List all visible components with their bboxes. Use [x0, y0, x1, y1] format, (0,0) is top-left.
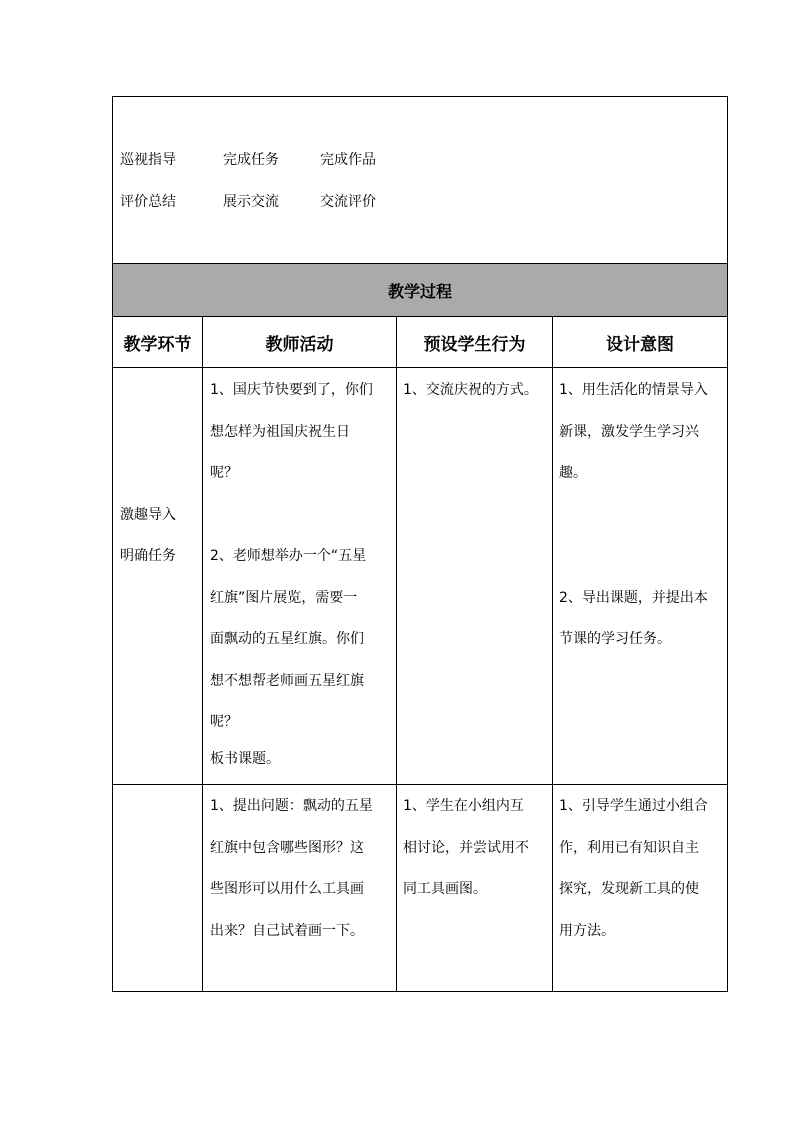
row1-stage-line: 激趣导入	[120, 507, 176, 523]
row1-teacher	[210, 370, 373, 778]
row1-intent-line: 2、导出课题，并提出本	[559, 589, 708, 606]
top-row2-col2: 展示交流	[223, 194, 279, 210]
row2-intent	[559, 786, 708, 952]
top-row2-col3: 交流评价	[320, 194, 376, 210]
row1-teacher-line: 想不想帮老师画五星红旗	[210, 672, 364, 689]
row2-teacher-line: 些图形可以用什么工具画	[210, 881, 364, 897]
row1-teacher-line: 想怎样为祖国庆祝生日	[210, 423, 350, 440]
row1-teacher-line: 红旗”图片展览，需要一	[210, 589, 358, 606]
header-student: 预设学生行为	[423, 334, 526, 355]
row2-teacher-line: 红旗中包含哪些图形？这	[210, 839, 364, 856]
row1-teacher-line: 呢？	[210, 714, 238, 730]
row1-intent-line: 趣。	[559, 465, 587, 481]
top-row1-col1: 巡视指导	[120, 152, 176, 168]
row1-teacher-line: 板书课题。	[210, 751, 280, 767]
column-divider-1	[202, 316, 203, 992]
row2-teacher-line: 出来？自己试着画一下。	[210, 922, 364, 939]
row2-student-line: 同工具画图。	[403, 881, 487, 897]
row2-intent-line: 1、引导学生通过小组合	[559, 798, 708, 814]
top-row2-col1: 评价总结	[120, 194, 176, 210]
row1-student	[403, 370, 538, 412]
row1-stage-line: 明确任务	[120, 548, 176, 564]
row1-teacher-line: 呢？	[210, 465, 238, 481]
row1-intent-line: 1、用生活化的情景导入	[559, 382, 708, 398]
header-teacher: 教师活动	[265, 334, 334, 355]
top-row1-col2: 完成任务	[223, 152, 279, 168]
row2-intent-line: 作，利用已有知识自主	[559, 839, 699, 856]
row2-teacher	[210, 786, 373, 952]
header-intent: 设计意图	[606, 334, 674, 355]
row2-intent-line: 探究，发现新工具的使	[559, 881, 699, 897]
row1-teacher-line: 1、国庆节快要到了，你们	[210, 382, 373, 398]
top-row1-col3: 完成作品	[320, 152, 376, 168]
divider-header	[112, 367, 728, 368]
row1-teacher-line: 面飘动的五星红旗。你们	[210, 631, 364, 647]
column-divider-3	[552, 316, 553, 992]
row1-student-line: 1、交流庆祝的方式。	[403, 382, 538, 398]
row1-teacher-line: 2、老师想举办一个“五星	[210, 548, 367, 564]
row1-intent-line: 节课的学习任务。	[559, 631, 671, 647]
row1-teacher-line	[210, 495, 373, 537]
row2-student-line: 1、学生在小组内互	[403, 798, 524, 814]
row2-student	[403, 786, 529, 911]
row2-student-line: 相讨论，并尝试用不	[403, 839, 529, 856]
divider-row1	[112, 784, 728, 785]
row1-intent-line	[559, 495, 708, 537]
row2-teacher-line: 1、提出问题：飘动的五星	[210, 798, 373, 814]
row2-intent-line: 用方法。	[559, 922, 615, 939]
banner-title: 教学过程	[113, 264, 727, 316]
row1-intent	[559, 370, 708, 661]
row1-intent-line	[559, 536, 708, 578]
header-stage: 教学环节	[123, 334, 192, 355]
row1-stage	[120, 495, 176, 577]
column-divider-2	[396, 316, 397, 992]
row1-intent-line: 新课，激发学生学习兴	[559, 423, 699, 440]
